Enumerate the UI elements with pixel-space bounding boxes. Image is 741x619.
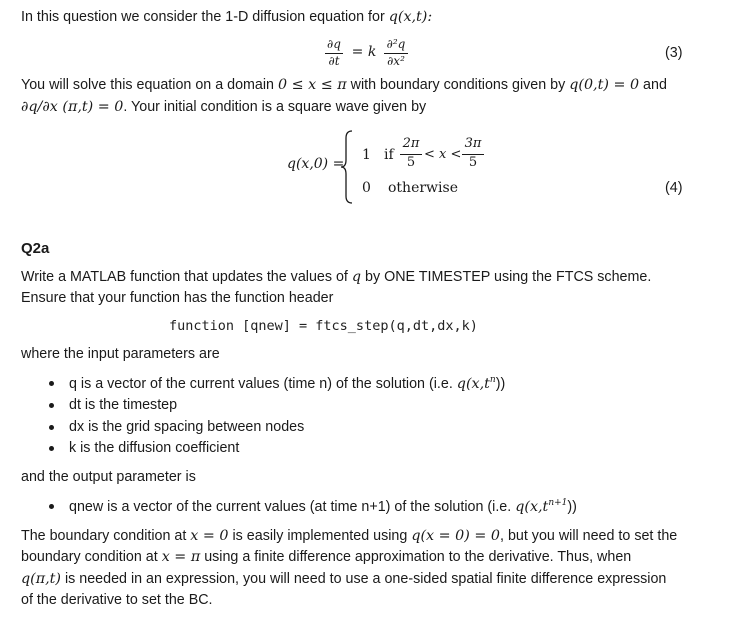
eq3-rhs-numerator: ∂²q: [386, 37, 406, 51]
final-math-qpi: q(π,t): [21, 571, 61, 587]
inputs-intro: where the input parameters are: [21, 346, 220, 362]
section-heading-q2a: Q2a: [21, 240, 50, 257]
intro-function: q(x,t):: [388, 9, 433, 25]
list-item: [69, 375, 505, 392]
q2a-variable-q: q: [351, 269, 362, 285]
eq4-case1-value: 1: [362, 147, 371, 163]
list-item: k is the diffusion coefficient: [69, 440, 240, 456]
input-q-text: q is a vector of the current values (time n) of the solution (i.e.: [69, 375, 457, 392]
input-q-tail: )): [495, 375, 506, 392]
domain-line-1: [21, 77, 667, 93]
eq3-lhs-numerator: ∂q: [327, 37, 341, 51]
domain-text-a: You will solve this equation on a domain: [21, 77, 278, 93]
q2a-para-line-1: [21, 269, 651, 285]
domain-range: 0 ≤ x ≤ π: [277, 77, 347, 93]
left-brace-icon: [340, 130, 354, 204]
eq4-case2-text: otherwise: [388, 180, 458, 196]
boundary-condition-1: q(0,t) = 0: [569, 77, 640, 93]
domain-line-2: [21, 99, 426, 115]
function-header-code: function [qnew] = ftcs_step(q,dt,dx,k): [169, 318, 478, 334]
list-item: dx is the grid spacing between nodes: [69, 419, 305, 435]
domain-text-b: with boundary conditions given by: [346, 77, 570, 93]
eq4-lower-denominator: 5: [406, 155, 416, 170]
eq4-case2-value: 0: [362, 180, 371, 196]
eq3-equals-k: = k: [351, 44, 377, 60]
list-item: [69, 498, 577, 515]
final-math-xpi: x = π: [161, 549, 201, 565]
bullet-icon: [49, 403, 54, 408]
final-text-d: boundary condition at: [21, 549, 162, 565]
intro-line: [21, 9, 432, 25]
eq4-lower-numerator: 2π: [402, 136, 420, 151]
eq4-case1-if: if: [384, 147, 394, 163]
output-qnew-superscript: n+1: [548, 498, 568, 508]
final-para-line-1: [21, 528, 677, 544]
eq4-lhs: q(x,0) =: [287, 156, 345, 172]
output-qnew-math: q(x,t: [515, 498, 549, 515]
final-text-e: using a finite difference approximation to the derivative. Thus, when: [200, 549, 632, 565]
outputs-intro: and the output parameter is: [21, 469, 196, 485]
eq3-number: (3): [665, 45, 683, 61]
eq4-middle: < x <: [424, 147, 462, 162]
list-item: dt is the timestep: [69, 397, 178, 413]
eq4-number: (4): [665, 180, 683, 196]
eq4-upper-numerator: 3π: [464, 136, 482, 151]
boundary-condition-2: ∂q/∂x (π,t) = 0: [21, 99, 124, 115]
final-text-a: The boundary condition at: [21, 528, 191, 544]
bullet-icon: [49, 425, 54, 430]
final-math-x0: x = 0: [190, 528, 229, 544]
input-q-superscript: n: [489, 375, 496, 385]
eq3-lhs-denominator: ∂t: [328, 54, 340, 68]
final-para-line-2: [21, 549, 631, 565]
final-text-c: , but you will need to set the: [500, 528, 678, 544]
final-text-f: is needed in an expression, you will need to use a one-sided spatial finite difference expression: [61, 571, 667, 587]
bullet-icon: [49, 504, 54, 509]
final-para-line-4: of the derivative to set the BC.: [21, 592, 213, 608]
eq4-upper-denominator: 5: [468, 155, 478, 170]
output-qnew-tail: )): [567, 498, 577, 515]
q2a-text-b: by ONE TIMESTEP using the FTCS scheme.: [365, 269, 652, 285]
input-q-math: q(x,t: [456, 375, 490, 392]
output-qnew-text: qnew is a vector of the current values (at time n+1) of the solution (i.e.: [69, 498, 516, 515]
q2a-text-a: Write a MATLAB function that updates the values of: [21, 269, 348, 285]
bullet-icon: [49, 446, 54, 451]
final-para-line-3: [21, 571, 666, 587]
final-math-q0: q(x = 0) = 0: [411, 528, 501, 544]
final-text-b: is easily implemented using: [228, 528, 412, 544]
domain-text-d: . Your initial condition is a square wave given by: [123, 99, 427, 115]
bullet-icon: [49, 381, 54, 386]
domain-text-c: and: [639, 77, 667, 93]
eq3-rhs-denominator: ∂x²: [387, 54, 405, 68]
intro-text: In this question we consider the 1-D diffusion equation for: [21, 9, 389, 25]
q2a-para-line-2: Ensure that your function has the function header: [21, 290, 334, 306]
